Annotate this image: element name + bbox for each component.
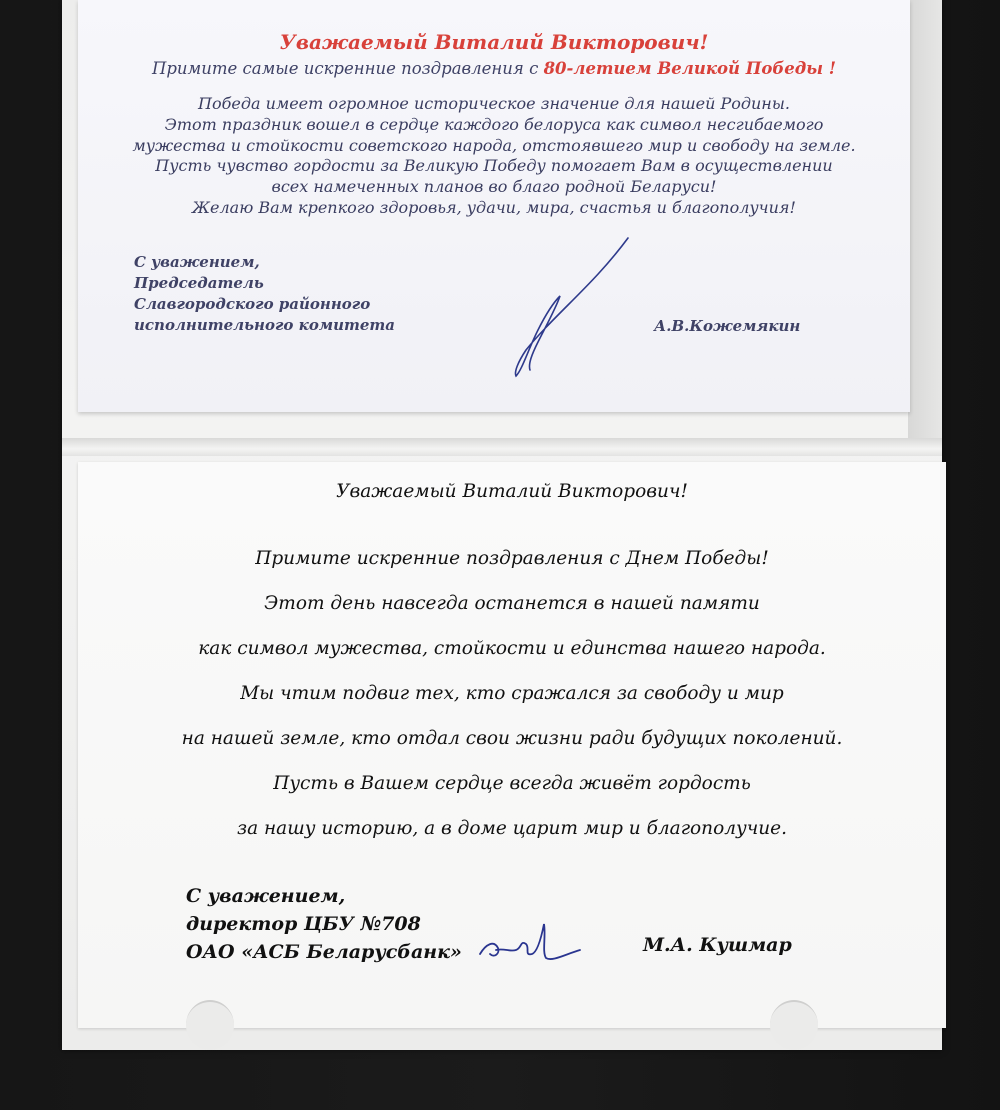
- bottom-body-line: как символ мужества, стойкости и единства нашего народа.: [198, 638, 826, 659]
- bottom-body: [78, 536, 946, 851]
- top-body-line: Этот праздник вошел в сердце каждого белоруса как символ несгибаемого: [164, 114, 824, 134]
- bottom-body-line: Примите искренние поздравления с Днем Победы!: [255, 548, 769, 569]
- bottom-body-line: на нашей земле, кто отдал свои жизни ради будущих поколений.: [181, 728, 843, 749]
- top-intro-text: Примите самые искренние поздравления с: [151, 59, 544, 78]
- bottom-signoff-line: ОАО «АСБ Беларусбанк»: [186, 941, 462, 963]
- bottom-greeting: Уважаемый Виталий Викторович!: [336, 481, 688, 502]
- bottom-signoff-line: директор ЦБУ №708: [186, 913, 421, 935]
- bottom-letter-sheet: [78, 462, 946, 1028]
- bottom-body-line: Пусть в Вашем сердце всегда живёт гордость: [273, 773, 751, 794]
- bottom-handwritten-signature: [476, 914, 586, 974]
- bottom-body-line: Этот день навсегда останется в нашей памяти: [264, 593, 760, 614]
- top-body-line: Победа имеет огромное историческое значение для нашей Родины.: [198, 94, 790, 113]
- top-intro: [78, 59, 910, 78]
- top-signoff: [134, 252, 395, 336]
- bottom-body-line: Мы чтим подвиг тех, кто сражался за свободу и мир: [240, 683, 784, 704]
- top-greeting: Уважаемый Виталий Викторович!: [279, 30, 709, 54]
- top-signoff-line: Председатель: [134, 274, 264, 292]
- folder-crease: [62, 438, 942, 456]
- bottom-signoff-line: С уважением,: [186, 885, 346, 907]
- bottom-signoff: [186, 882, 462, 966]
- top-signoff-line: Славгородского районного: [134, 295, 371, 313]
- top-intro-accent: 80-летием Великой Победы !: [543, 59, 837, 78]
- bottom-body-line: за нашу историю, а в доме царит мир и благополучие.: [237, 818, 787, 839]
- top-signer-name: А.В.Кожемякин: [654, 317, 801, 335]
- top-signoff-line: исполнительного комитета: [134, 316, 395, 334]
- bottom-signer-name: М.А. Кушмар: [643, 934, 792, 956]
- top-body-line: Желаю Вам крепкого здоровья, удачи, мира, счастья и благополучия!: [192, 197, 796, 217]
- top-body-line: всех намеченных планов во благо родной Беларуси!: [271, 177, 717, 197]
- top-body-line: Пусть чувство гордости за Великую Победу помогает Вам в осуществлении: [155, 156, 833, 176]
- card-holder-slot-right: [770, 1000, 818, 1050]
- card-holder-slot-left: [186, 1000, 234, 1050]
- top-letter-sheet: [78, 0, 910, 412]
- top-body-line: мужества и стойкости советского народа, отстоявшего мир и свободу на земле.: [132, 135, 856, 155]
- folder-flap-edge: [908, 0, 942, 455]
- top-body: [78, 94, 910, 219]
- top-handwritten-signature: [498, 230, 638, 380]
- top-signoff-line: С уважением,: [134, 253, 260, 271]
